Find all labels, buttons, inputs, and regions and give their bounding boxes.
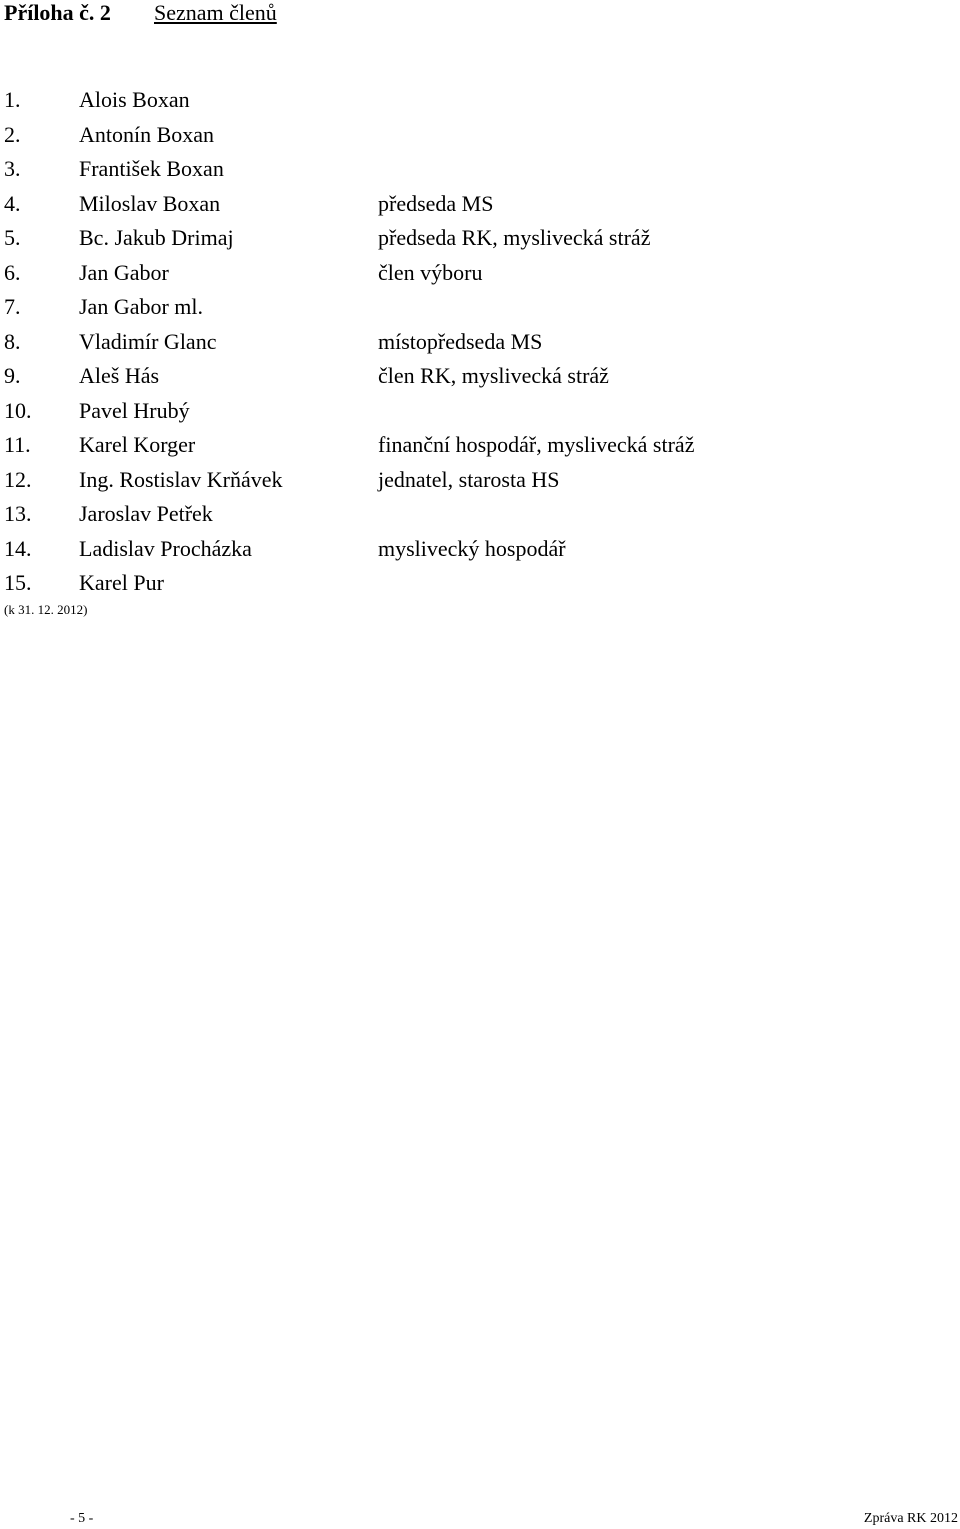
list-item [4,85,954,120]
member-list [4,85,954,603]
member-name: Jan Gabor ml. [79,294,204,319]
list-item [4,499,954,534]
page-footer [0,1510,960,1528]
appendix-label: Příloha č. 2 [4,0,111,25]
list-item [4,223,954,258]
member-number: 10. [4,397,32,423]
member-number: 15. [4,570,32,595]
member-number: 5. [4,225,21,250]
list-item [4,327,954,362]
member-number: 1. [4,87,21,112]
member-number: 4. [4,190,21,216]
list-item [4,258,954,293]
list-item [4,292,954,327]
member-name: Ing. Rostislav Krňávek [79,466,283,492]
member-name: Alois Boxan [79,87,190,112]
member-number: 9. [4,363,21,388]
member-name: Bc. Jakub Drimaj [79,225,234,250]
member-role: myslivecký hospodář [378,535,566,561]
member-name: Jan Gabor [79,259,169,285]
member-number: 11. [4,432,31,457]
list-item [4,568,954,603]
member-name: Karel Pur [79,570,164,595]
member-number: 2. [4,121,21,147]
member-name: Ladislav Procházka [79,535,252,561]
member-name: František Boxan [79,156,224,181]
page-title: Seznam členů [154,0,277,25]
member-role: jednatel, starosta HS [378,466,560,492]
member-number: 6. [4,259,21,285]
report-name: Zpráva RK 2012 [863,1511,958,1526]
date-note: (k 31. 12. 2012) [4,602,88,617]
member-number: 13. [4,501,32,526]
member-number: 14. [4,535,32,561]
member-name: Pavel Hrubý [79,397,190,423]
member-number: 12. [4,466,32,492]
member-role: člen výboru [378,259,483,285]
member-name: Aleš Hás [79,363,160,388]
member-name: Miloslav Boxan [79,190,221,216]
member-role: finanční hospodář, myslivecká stráž [378,432,695,457]
member-name: Karel Korger [79,432,196,457]
list-item [4,465,954,500]
member-number: 3. [4,156,21,181]
member-name: Antonín Boxan [79,121,215,147]
list-item [4,396,954,431]
page-number: - 5 - [70,1511,94,1526]
member-name: Vladimír Glanc [79,328,217,354]
list-item [4,430,954,465]
member-role: předseda RK, myslivecká stráž [378,225,651,250]
list-item [4,120,954,155]
member-role: člen RK, myslivecká stráž [378,363,609,388]
list-item [4,534,954,569]
member-number: 7. [4,294,21,319]
member-name: Jaroslav Petřek [79,501,213,526]
member-number: 8. [4,328,21,354]
list-item [4,189,954,224]
list-item [4,154,954,189]
list-item [4,361,954,396]
member-role: místopředseda MS [378,328,543,354]
document-heading [4,0,277,26]
member-role: předseda MS [378,190,494,216]
